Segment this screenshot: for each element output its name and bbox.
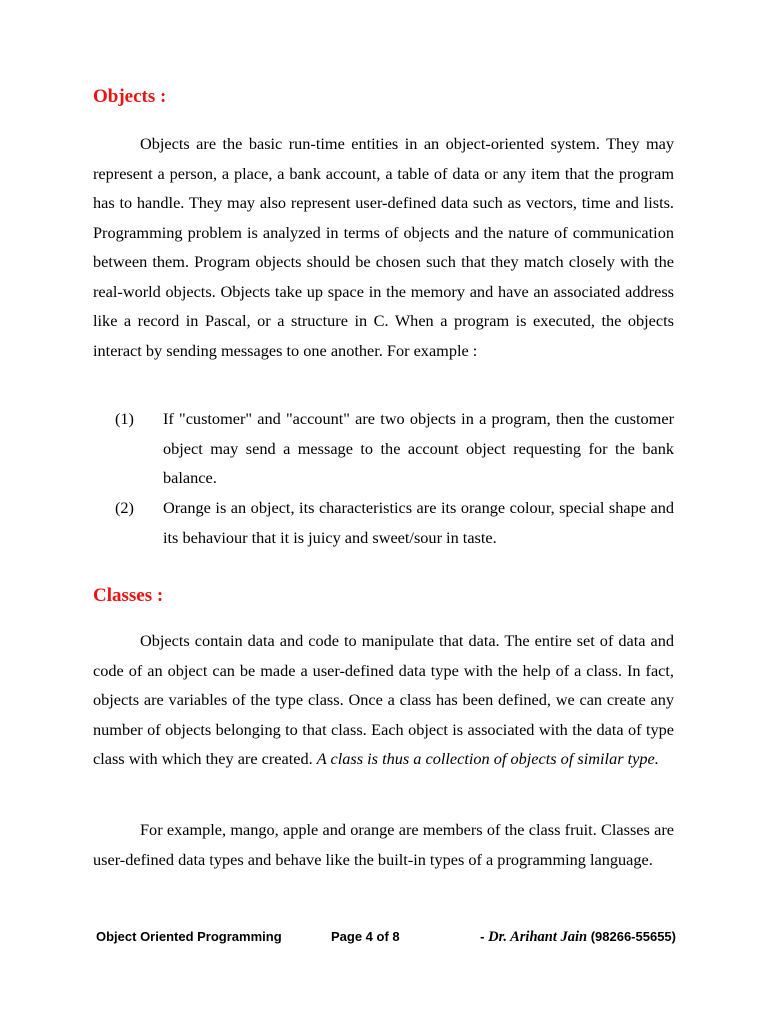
- list-item-text: If "customer" and "account" are two objects in a program, then the customer object may send a message to the account object requesting for the bank balance.: [163, 409, 674, 487]
- footer-author-phone: (98266-55655): [587, 929, 676, 944]
- footer-author-name: Dr. Arihant Jain: [488, 929, 588, 945]
- classes-paragraph-text: Objects contain data and code to manipulate that data. The entire set of data and code of an object can be made a user-defined data type with the help of a class. In fact, objects are variables of the type class. Once a class has been defined, we can create any number of objects belonging to that class. Each object is associated with the data of type class with which they are created.: [93, 631, 674, 768]
- footer-document-title: Object Oriented Programming: [96, 929, 282, 944]
- objects-paragraph: Objects are the basic run-time entities in an object-oriented system. They may represent a person, a place, a bank account, a table of data or any item that the program has to handle. They may also represent user-defined data such as vectors, time and lists. Programming problem is analyzed in terms of objects and the nature of communication between them. Program objects should be chosen such that they match closely with the real-world objects. Objects take up space in the memory and have an associated address like a record in Pascal, or a structure in C. When a program is executed, the objects interact by sending messages to one another. For example :: [93, 134, 674, 360]
- list-item-number: (1): [115, 409, 134, 428]
- classes-heading: Classes :: [93, 585, 164, 606]
- classes-paragraph: [93, 626, 674, 774]
- footer-page-number: Page 4 of 8: [331, 929, 400, 944]
- list-item-text: Orange is an object, its characteristics are its orange colour, special shape and its behaviour that it is juicy and sweet/sour in taste.: [163, 498, 674, 547]
- classes-definition-emphasis: A class is thus a collection of objects of similar type.: [316, 749, 659, 768]
- footer-author: [480, 929, 676, 946]
- fruit-example-paragraph: For example, mango, apple and orange are members of the class fruit. Classes are user-defined data types and behave like the built-in types of a programming language.: [93, 820, 674, 869]
- list-item-number: (2): [115, 498, 134, 517]
- objects-heading: Objects :: [93, 86, 167, 107]
- footer-author-prefix: -: [480, 929, 489, 944]
- page-footer: [96, 929, 676, 949]
